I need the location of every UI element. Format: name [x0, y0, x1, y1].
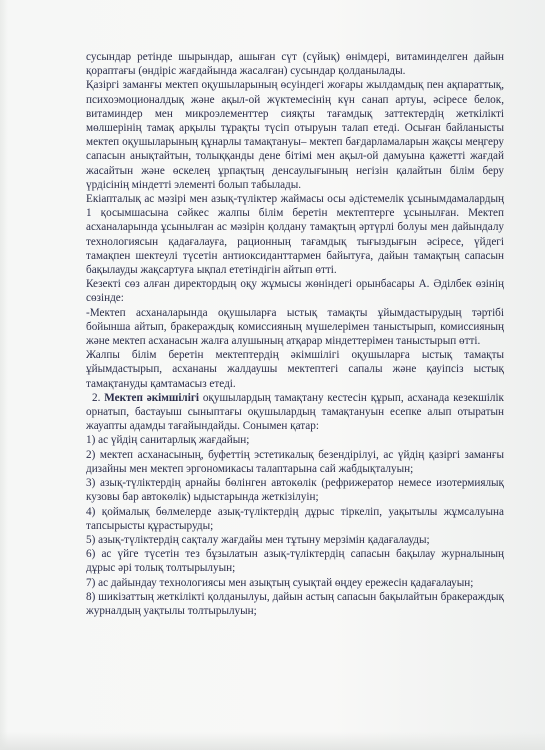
section-bold-label: Мектеп әкімшілігі	[104, 391, 200, 404]
section-text: оқушылардың тамақтану кестесін құрып, асханада кезекшілік орнатып, бастауыш сыныптағы оқушылардың тамақтануын есепке алып отыратын жауапты адамды тағайындайды. Сонымен қатар:	[86, 391, 504, 433]
list-item: 5) азық-түліктердің сақталу жағдайы мен тұтыну мерзімін қадағалауды;	[86, 533, 430, 546]
paragraph-3: Екіапталық ас мәзірі мен азық-түліктер жаймасы осы әдістемелік ұсынымдамалардың 1 қосымшасына сәйкес жалпы білім беретін мектептерге ұсынылған. Мектеп асханаларында ұсынылған ас мәзірін қолдану тамақтың әртүрлі болуы мен дайындалу технологиясын қадағалауға, рационның тағамдық тығыздығын әсіресе, үйдегі тамақпен шектеулі түсетін антиоксиданттармен байытуға, дайын тамақтың сапасын бақылауды жақсартуға ықпал ететіндігін айтып өтті.	[86, 193, 504, 277]
admin-section-paragraph	[86, 391, 504, 434]
list-item: 7) ас дайындау технологиясы мен азықтың суықтай өңдеу ережесін қадағалауын;	[86, 576, 474, 589]
paragraph-1: сусындар ретінде шырындар, ашыған сүт (сүйық) өнімдері, витаминделген дайын қораптағы (өндіріс жағдайында жасалған) сусындар қолданылады.	[86, 51, 504, 78]
paragraph-5: -Мектеп асханаларында оқушыларға ыстық тамақты ұйымдастырудың тәртібі бойынша айтып, бракераждық комиссияның мүшелерімен таныстырып, комиссияның және мектеп асханасын жалға алушының атқарар міндеттерімен таныстырып өтті.	[86, 306, 504, 348]
section-number: 2.	[92, 391, 101, 404]
document-body	[86, 50, 504, 618]
list-item: 2) мектеп асханасының, буфеттің эстетикалық безендірілуі, ас үйдің қазіргі заманғы дизайны мен мектеп эргономикасы талаптарына сай жабдықталуын;	[86, 448, 504, 475]
list-item: 6) ас үйге түсетін тез бұзылатын азық-түліктердің сапасын бақылау журналының дұрыс әрі толық толтырылуын;	[86, 548, 504, 575]
list-item: 1) ас үйдің санитарлық жағдайын;	[86, 434, 250, 447]
requirements-list	[86, 433, 504, 618]
paragraph-6: Жалпы білім беретін мектептердің әкімшілігі оқушыларға ыстық тамақты ұйымдастырып, асхананы жалдаушы мектептегі сапалы және қауіпсіз ыстық тамақтануды қамтамасыз етеді.	[86, 349, 504, 390]
paragraph-2: Қазіргі заманғы мектеп оқушыларының өсуіндегі жоғары жылдамдық пен ақпараттық, психоэмоционалдық және ақыл-ой жүктемесінің күн санап артуы, әсіресе белок, витаминдер мен микроэлементтер сияқты тағамдық заттектердің жеткіліктi мөлшерінің тамақ арқылы тұрақты түсіп отыруын талап етеді. Осыған байланысты мектеп оқушыларының құнарлы тамақтануы– мектеп бағдарламаларын жақсы меңгеру сапасын анықтайтын, толыққанды дене бітімі мен ақыл-ой дамуына қажетті жағдай жасайтын және өскелең ұрпақтың денсаулығының негізін қалайтын білім беру үрдісінің міндетті элементі болып табылады.	[86, 79, 504, 191]
list-item: 8) шикізаттың жеткілікті қолданылуы, дайын астың сапасын бақылайтын бракераждық журналдың уақтылы толтырылуын;	[86, 590, 504, 617]
list-item: 3) азық-түліктердің арнайы бөлінген автокөлік (рефрижератор немесе изотермиялық кузовы бар автокөлік) ыдыстарында жеткізілуін;	[86, 477, 504, 504]
paragraph-4: Кезекті сөз алған директордың оқу жұмысы жөніндегі орынбасары А. Әділбек өзінің сөзінде:	[86, 278, 504, 305]
scan-bottom-edge	[0, 732, 545, 750]
list-item: 4) қоймалық бөлмелерде азық-түліктердің дұрыс тіркеліп, уақытылы жұмсалуына тапсырысты құрастыруды;	[86, 505, 504, 532]
